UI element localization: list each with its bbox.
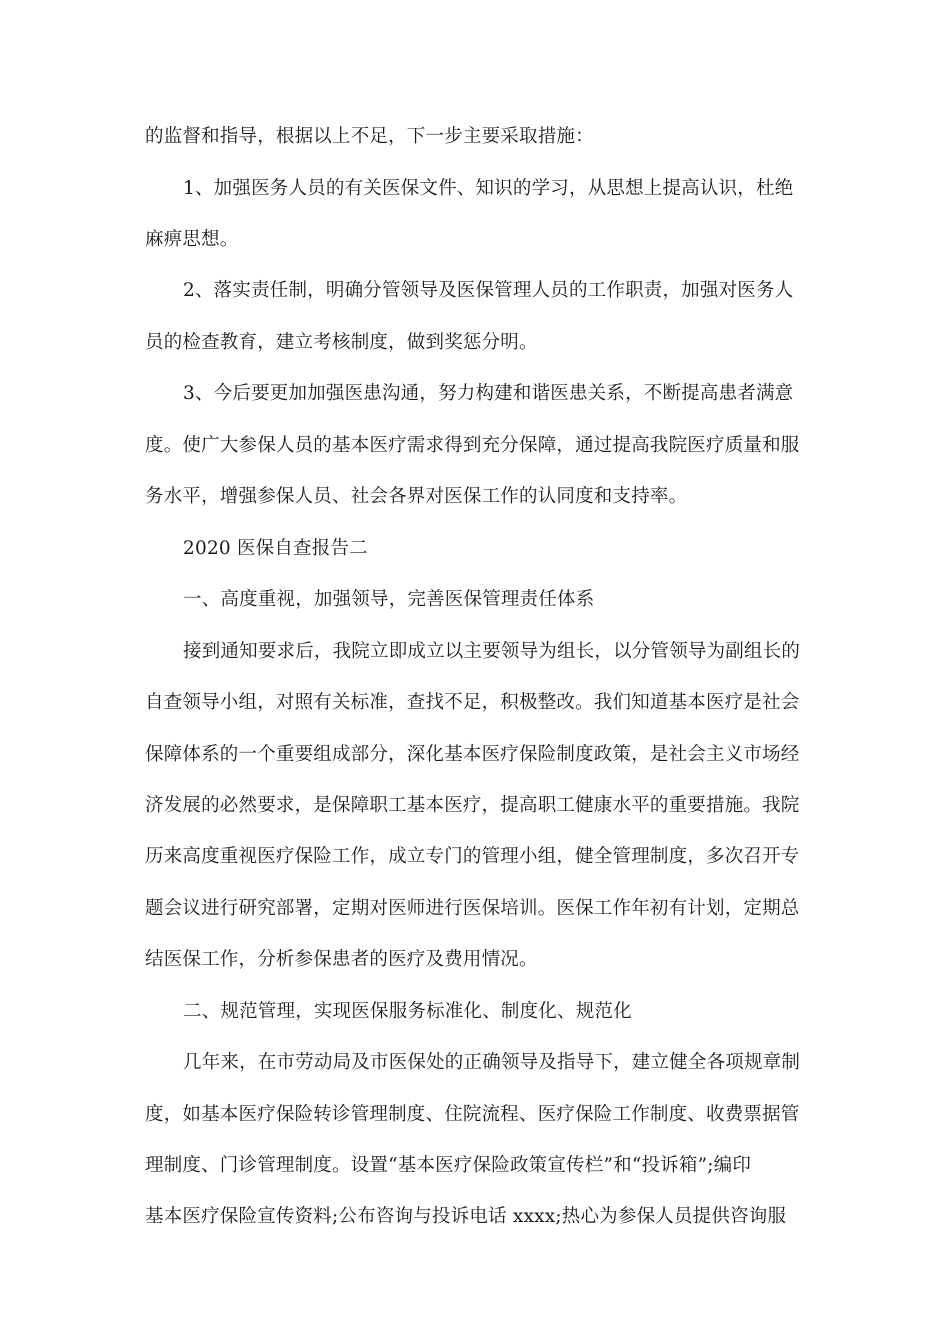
line-text: 度，如基本医疗保险转诊管理制度、住院流程、医疗保险工作制度、收费票据管	[145, 1104, 800, 1125]
line-text: 题会议进行研究部署，定期对医师进行医保培训。医保工作年初有计划，定期总	[145, 898, 800, 919]
text-line	[0, 842, 950, 872]
line-text: 麻痹思想。	[145, 229, 239, 250]
line-text: 务水平，增强参保人员、社会各界对医保工作的认同度和支持率。	[145, 486, 688, 507]
line-text: 2、落实责任制，明确分管领导及医保管理人员的工作职责，加强对医务人	[183, 280, 794, 301]
line-text: 自查领导小组，对照有关标准，查找不足，积极整改。我们知道基本医疗是社会	[145, 692, 800, 713]
text-line	[0, 740, 950, 770]
text-line	[0, 122, 950, 152]
line-text: 几年来，在市劳动局及市医保处的正确领导及指导下，建立健全各项规章制	[183, 1052, 801, 1073]
text-line	[0, 379, 950, 409]
text-line	[0, 328, 950, 358]
section-title: 2020 医保自查报告二	[183, 538, 368, 559]
text-line	[0, 431, 950, 461]
line-text: 基本医疗保险宣传资料;公布咨询与投诉电话 xxxx;热心为参保人员提供咨询服	[145, 1206, 787, 1227]
section-heading: 一、高度重视，加强领导，完善医保管理责任体系	[183, 589, 595, 610]
line-text: 3、今后要更加加强医患沟通，努力构建和谐医患关系，不断提高患者满意	[183, 383, 794, 404]
text-line	[0, 482, 950, 512]
text-line	[0, 791, 950, 821]
line-text: 历来高度重视医疗保险工作，成立专门的管理小组，健全管理制度，多次召开专	[145, 846, 800, 867]
line-text: 的监督和指导，根据以上不足，下一步主要采取措施：	[145, 126, 594, 147]
text-line	[0, 637, 950, 667]
text-line	[0, 225, 950, 255]
text-line	[0, 276, 950, 306]
text-line	[0, 1151, 950, 1181]
text-line	[0, 1048, 950, 1078]
text-line	[0, 585, 950, 615]
text-line	[0, 688, 950, 718]
text-line	[0, 174, 950, 204]
text-line	[0, 1202, 950, 1232]
text-line	[0, 534, 950, 564]
line-text: 员的检查教育，建立考核制度，做到奖惩分明。	[145, 332, 538, 353]
section-heading: 二、规范管理，实现医保服务标准化、制度化、规范化	[183, 1001, 632, 1022]
text-line	[0, 1100, 950, 1130]
line-text: 结医保工作，分析参保患者的医疗及费用情况。	[145, 949, 538, 970]
line-text: 保障体系的一个重要组成部分，深化基本医疗保险制度政策，是社会主义市场经	[145, 744, 800, 765]
text-line	[0, 894, 950, 924]
text-line	[0, 997, 950, 1027]
line-text: 1、加强医务人员的有关医保文件、知识的学习，从思想上提高认识，杜绝	[183, 178, 794, 199]
line-text: 接到通知要求后，我院立即成立以主要领导为组长，以分管领导为副组长的	[183, 641, 801, 662]
line-text: 理制度、门诊管理制度。设置“基本医疗保险政策宣传栏”和“投诉箱”;编印	[145, 1155, 752, 1176]
text-line	[0, 945, 950, 975]
line-text: 济发展的必然要求，是保障职工基本医疗，提高职工健康水平的重要措施。我院	[145, 795, 800, 816]
line-text: 度。使广大参保人员的基本医疗需求得到充分保障，通过提高我院医疗质量和服	[145, 435, 800, 456]
